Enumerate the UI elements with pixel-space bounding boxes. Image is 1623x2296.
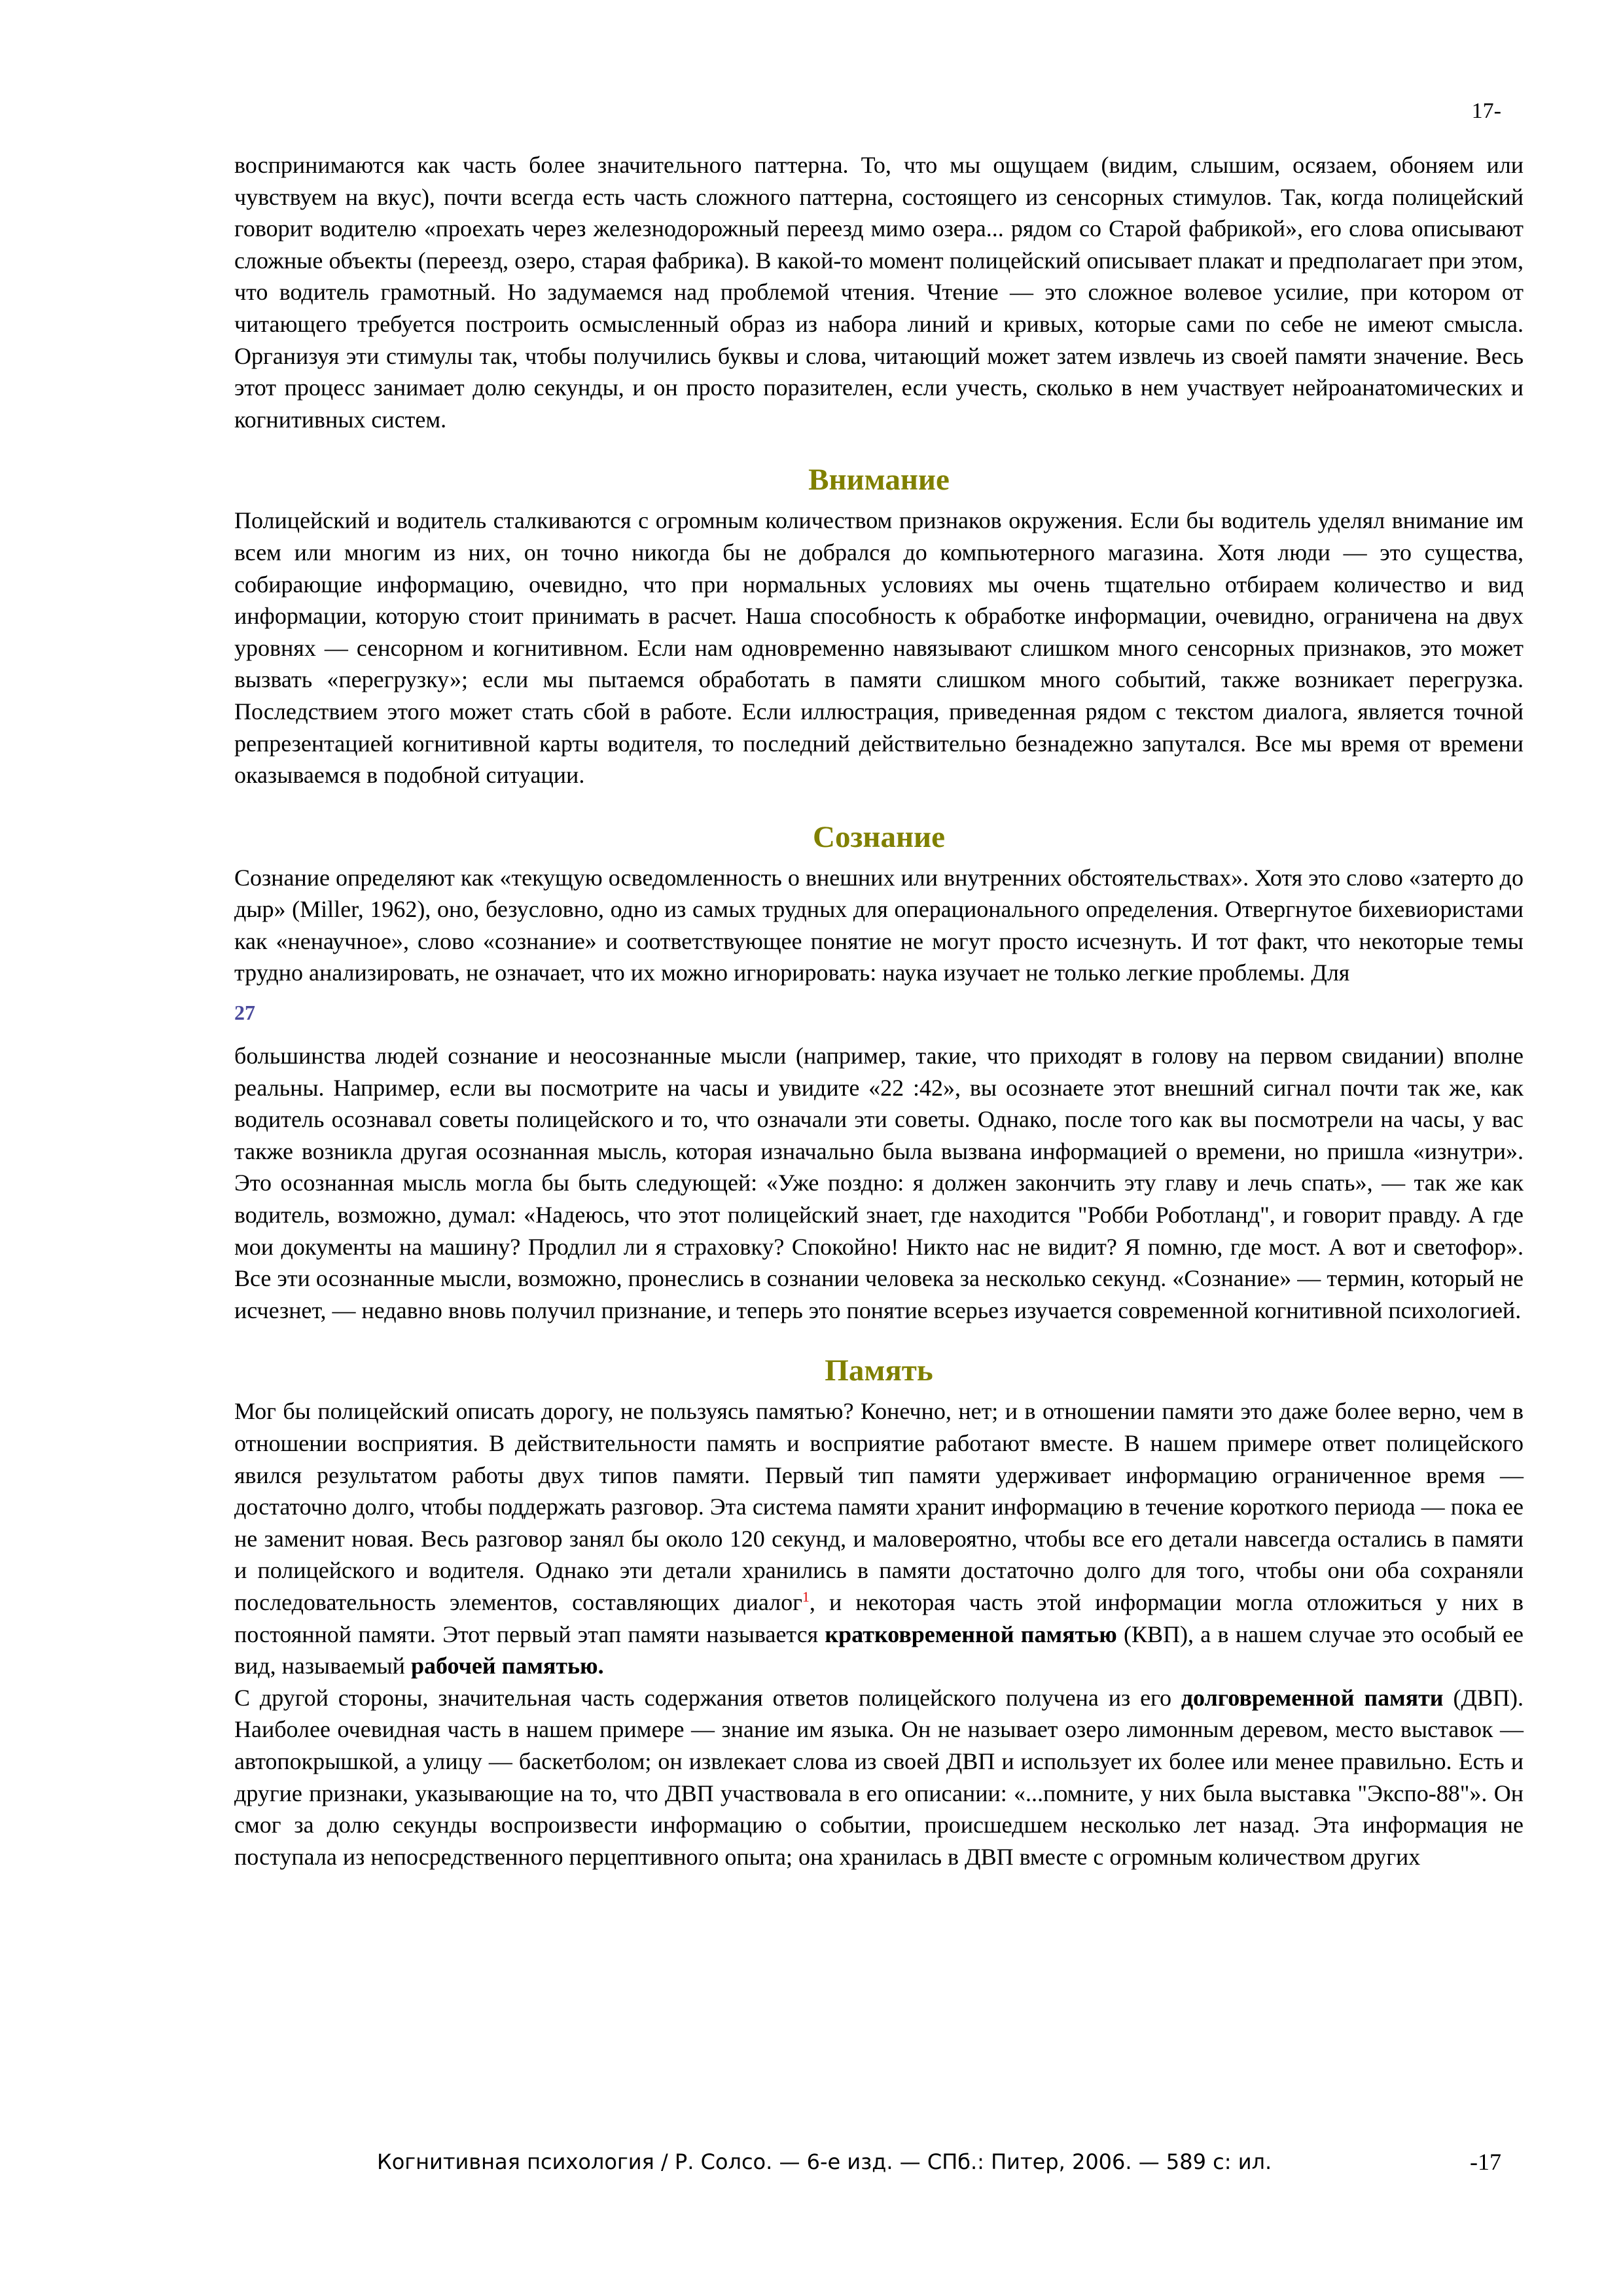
consciousness-paragraph-part1: Сознание определяют как «текущую осведомленность о внешних или внутренних обстоятельствах». Хотя это слово «затерто до дыр» (Miller, 1962), оно, безусловно, одно из самых трудных для операционального определения. Отвергнутое бихевиористами как «ненаучное», слово «сознание» и соответствующее понятие не могут просто исчезнуть. И тот факт, что некоторые темы трудно анализировать, не означает, что их можно игнорировать: наука изучает не только легкие проблемы. Для [234, 864, 1524, 986]
memory-text-2b: (ДВП). Наиболее очевидная часть в нашем примере — знание им языка. Он не называет озеро лимонным деревом, место выставок — автопокрышкой, а улицу — баскетболом; он извлекает слова из своей ДВП и использует их более или менее правильно. Есть и другие признаки, указывающие на то, что ДВП участвовала в его описании: «...помните, у них была выставка "Экспо-88"». Он смог за долю секунды воспроизвести информацию о событии, происшедшем несколько лет назад. Эта информация не поступала из непосредственного перцептивного опыта; она хранилась в ДВП вместе с огромным количеством других [234, 1684, 1524, 1870]
page-number-bottom: -17 [1470, 2149, 1501, 2175]
intro-paragraph: воспринимаются как часть более значительного паттерна. То, что мы ощущаем (видим, слышим, осязаем, обоняем или чувствуем на вкус), почти всегда есть часть сложного паттерна, состоящего из сенсорных стимулов. Так, когда полицейский говорит водителю «проехать через железнодорожный переезд мимо озера... рядом со Старой фабрикой», его слова описывают сложные объекты (переезд, озеро, старая фабрика). В какой-то момент полицейский описывает плакат и предполагает при этом, что водитель грамотный. Но задумаемся над проблемой чтения. Чтение — это сложное волевое усилие, при котором от читающего требуется построить осмысленный образ из набора линий и кривых, которые сами по себе не имеют смысла. Организуя эти стимулы так, чтобы получились буквы и слова, читающий может затем извлечь из своей памяти значение. Весь этот процесс занимает долю секунды, и он просто поразителен, если учесть, сколько в нем участвует нейроанатомических и когнитивных систем. [234, 152, 1524, 433]
term-short-term-memory: кратковременной памятью [825, 1621, 1117, 1647]
page-number-top: 17- [1471, 99, 1501, 123]
memory-text-2a: С другой стороны, значительная часть содержания ответов полицейского получена из его [234, 1684, 1181, 1711]
heading-consciousness: Сознание [813, 819, 945, 854]
memory-text-1a: Мог бы полицейский описать дорогу, не пользуясь памятью? Конечно, нет; и в отношении памяти это даже более верно, чем в отношении восприятия. В действительности память и восприятие работают вместе. В нашем примере ответ полицейского явился результатом работы двух типов памяти. Первый тип памяти удерживает информацию ограниченное время — достаточно долго, чтобы поддержать разговор. Эта система памяти хранит информацию в течение короткого периода — пока ее не заменит новая. Весь разговор занял бы около 120 секунд, и маловероятно, чтобы все его детали навсегда остались в памяти и полицейского и водителя. Однако эти детали хранились в памяти достаточно долго для того, чтобы они оба сохраняли последовательность элементов, составляющих диалог [234, 1398, 1524, 1615]
term-working-memory: рабочей памятью. [410, 1653, 604, 1679]
footnote-ref-1[interactable]: 1 [802, 1588, 810, 1605]
heading-memory: Память [825, 1354, 933, 1388]
attention-paragraph: Полицейский и водитель сталкиваются с огромным количеством признаков окружения. Если бы водитель уделял внимание им всем или многим из них, он точно никогда бы не добрался до компьютерного магазина. Хотя люди — это существа, собирающие информацию, очевидно, что при нормальных условиях мы очень тщательно отбираем количество и вид информации, которую стоит принимать в расчет. Наша способность к обработке информации, очевидно, ограничена на двух уровнях — сенсорном и когнитивном. Если нам одновременно навязывают слишком много сенсорных признаков, это может вызвать «перегрузку»; если мы пытаемся обработать в памяти слишком много событий, также возникает перегрузка. Последствием этого может стать сбой в работе. Если иллюстрация, приведенная рядом с текстом диалога, является точной репрезентацией когнитивной карты водителя, то последний действительно безнадежно запутался. Все мы время от времени оказываемся в подобной ситуации. [234, 507, 1524, 789]
memory-paragraph-2 [234, 1682, 1524, 1873]
memory-text-1c: (КВП), а в нашем случае это особый ее вид, называемый [234, 1621, 1524, 1679]
heading-attention: Внимание [808, 463, 950, 497]
memory-text-1b: , и некоторая часть этой информации могла отложиться у них в постоянной памяти. Этот первый этап памяти называется [234, 1588, 1524, 1647]
memory-paragraph-1 [234, 1395, 1524, 1681]
page-marker: 27 [234, 1001, 255, 1025]
footer-citation: Когнитивная психология / Р. Солсо. — 6-е изд. — СПб.: Питер, 2006. — 589 с: ил. [377, 2149, 1272, 2174]
term-long-term-memory: долговременной памяти [1181, 1684, 1444, 1711]
consciousness-paragraph-part2: большинства людей сознание и неосознанные мысли (например, такие, что приходят в голову на первом свидании) вполне реальны. Например, если вы посмотрите на часы и увидите «22 :42», вы осознаете этот внешний сигнал почти так же, как водитель осознавал советы полицейского и то, что означали эти советы. Однако, после того как вы посмотрели на часы, у вас также возникла другая осознанная мысль, которая изначально была вызвана информацией о времени, но пришла «изнутри». Это осознанная мысль могла бы быть следующей: «Уже поздно: я должен закончить эту главу и лечь спать», — так же как водитель, возможно, думал: «Надеюсь, что этот полицейский знает, где находится "Робби Роботланд", и говорит правду. А где мои документы на машину? Продлил ли я страховку? Спокойно! Никто нас не видит? Я помню, где мост. А вот и светофор». Все эти осознанные мысли, возможно, пронеслись в сознании человека за несколько секунд. «Сознание» — термин, который не исчезнет, — недавно вновь получил признание, и теперь это понятие всерьез изучается современной когнитивной психологией. [234, 1043, 1524, 1323]
page-content [234, 149, 1524, 1873]
